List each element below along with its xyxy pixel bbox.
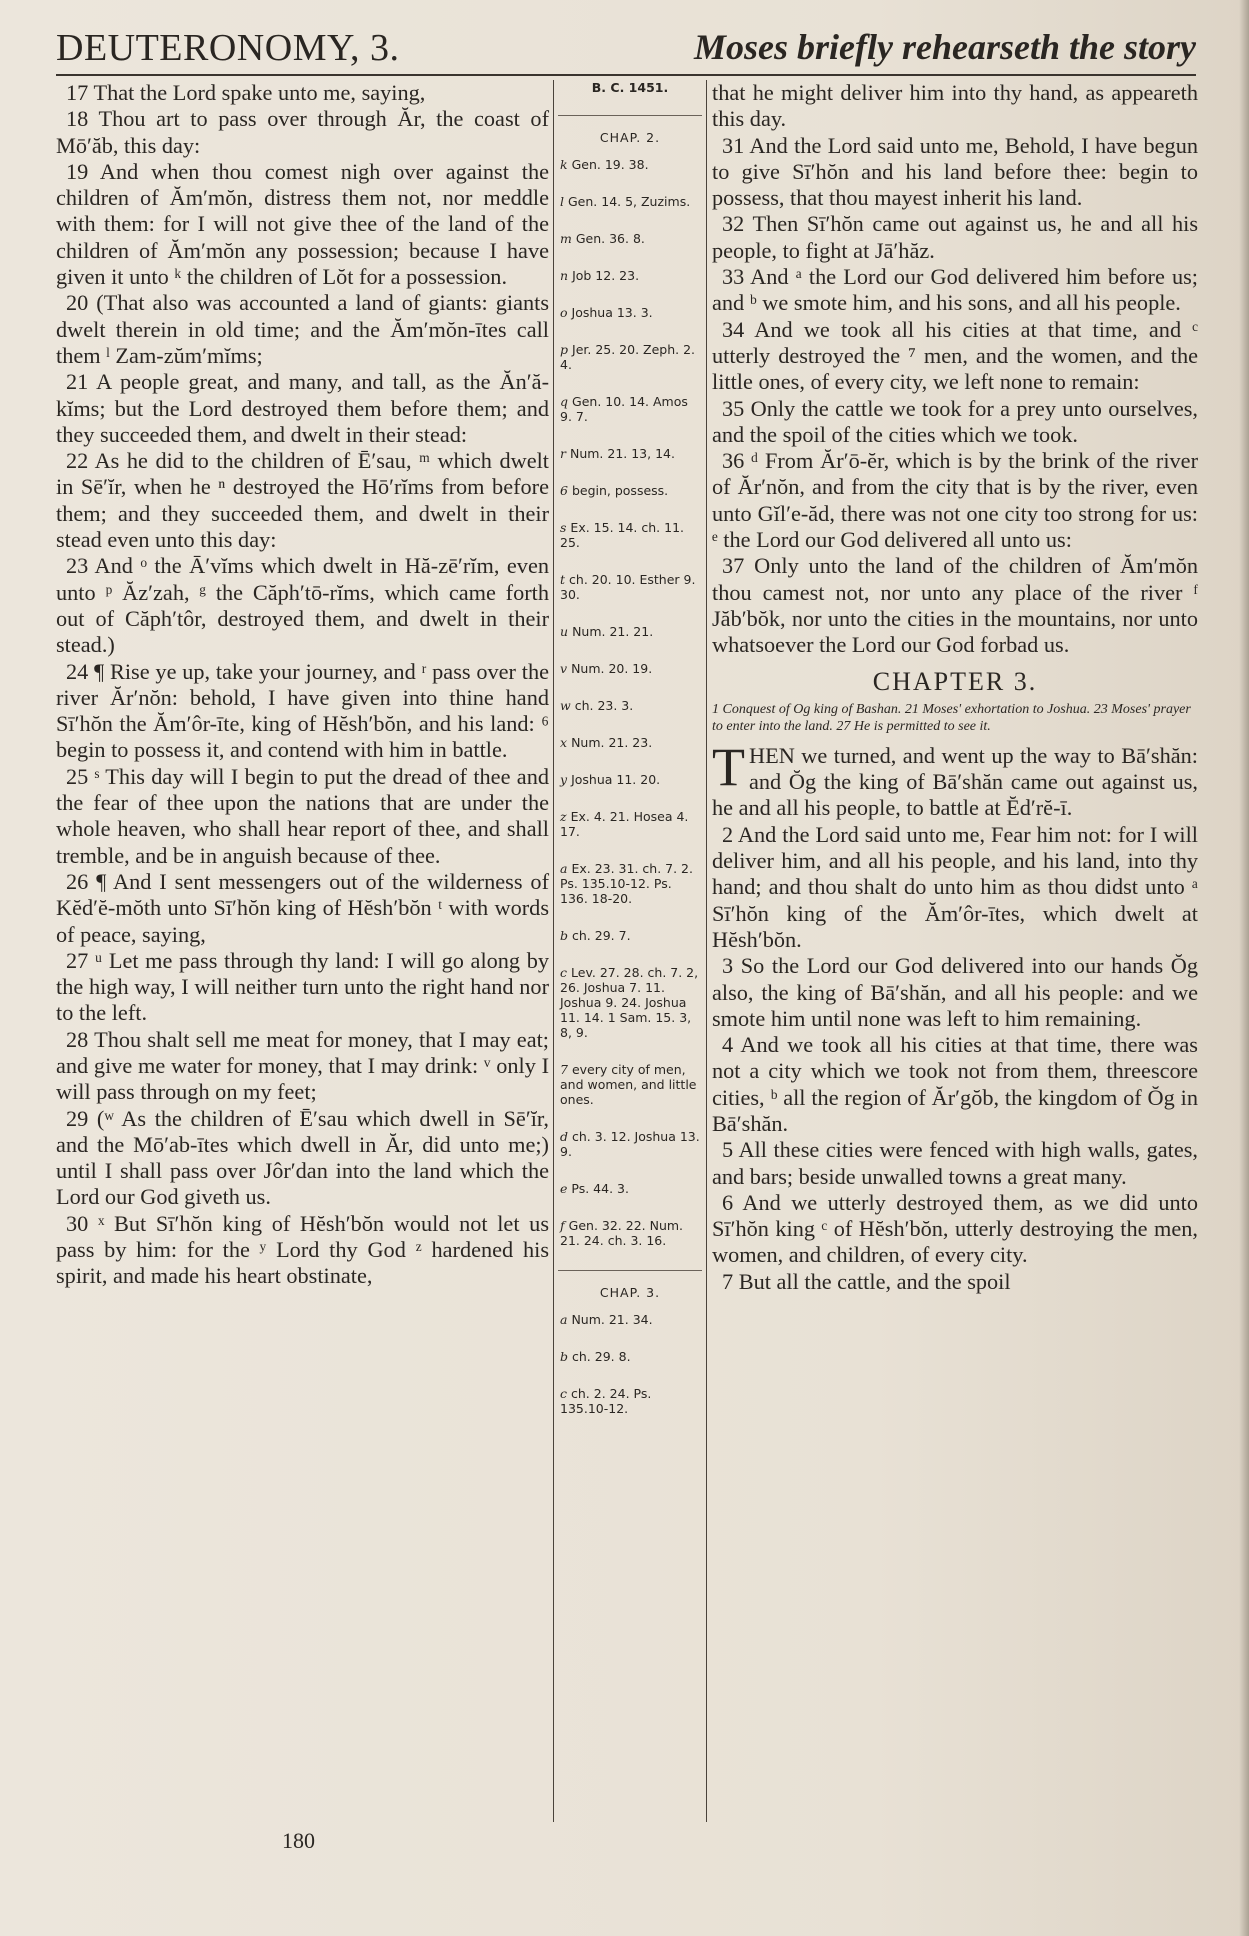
note-key: t — [560, 572, 566, 587]
verse: 28 Thou shalt sell me meat for money, that I may eat; and give me water for money, that I may drink: ᵛ only I will pass through on my feet; — [56, 1026, 549, 1105]
note-text: Job 12. 23. — [572, 268, 640, 283]
verse: 5 All these cities were fenced with high walls, gates, and bars; beside unwalled towns a great many. — [712, 1137, 1198, 1189]
note-text: ch. 29. 8. — [572, 1349, 631, 1364]
note-text: Joshua 11. 20. — [571, 772, 661, 787]
verse: 35 Only the cattle we took for a prey unto ourselves, and the spoil of the cities which we took. — [712, 395, 1198, 447]
verse: 25 ˢ This day will I begin to put the dread of thee and the fear of thee upon the nations that are under the whole heaven, who shall hear report of thee, and shall tremble, and be in anguish because of thee. — [56, 763, 549, 868]
note-key: w — [560, 698, 571, 713]
margin-note — [558, 394, 702, 424]
margin-note — [558, 1386, 702, 1416]
chapter-summary: 1 Conquest of Og king of Bashan. 21 Moses' exhortation to Joshua. 23 Moses' prayer to enter into the land. 27 He is permitted to see it. — [712, 701, 1191, 734]
margin-note — [558, 483, 702, 498]
margin-note — [558, 965, 702, 1040]
note-key: e — [560, 1181, 568, 1196]
verse: that he might deliver him into thy hand, as appeareth this day. — [712, 80, 1198, 132]
note-key: 7 — [560, 1062, 568, 1077]
note-key: u — [560, 624, 569, 639]
margin-note — [558, 1349, 702, 1364]
note-text: Num. 21. 13, 14. — [569, 446, 675, 461]
margin-note — [558, 305, 702, 320]
margin-note — [558, 624, 702, 639]
note-text: Num. 21. 34. — [571, 1312, 653, 1327]
note-key: c — [560, 1386, 568, 1401]
book-chapter-title: DEUTERONOMY, 3. — [56, 27, 400, 69]
verse: 19 And when thou comest nigh over against the children of Ăm′mŏn, distress them not, nor meddle with them: for I will not give thee of the land of the children of Ăm′mŏn any possession; because I have given it unto ᵏ the children of Lŏt for a possession. — [56, 158, 549, 290]
verse: 37 Only unto the land of the children of Ăm′mŏn thou camest not, nor unto any place of the river ᶠ Jăb′bŏk, nor unto the cities in the mountains, nor unto whatsoever the Lord our God forbad us. — [712, 553, 1198, 658]
verse: 32 Then Sī′hŏn came out against us, he and all his people, to fight at Jā′hăz. — [712, 211, 1198, 263]
note-key: l — [560, 194, 564, 209]
margin-note — [558, 231, 702, 246]
note-text: Num. 21. 23. — [571, 735, 653, 750]
margin-note — [558, 157, 702, 172]
note-text: Jer. 25. 20. Zeph. 2. 4. — [560, 342, 696, 372]
verse: 3 So the Lord our God delivered into our hands Ŏg also, the king of Bā′shăn, and all his people: and we smote him until none was left to him remaining. — [712, 953, 1198, 1031]
note-key: y — [560, 772, 568, 787]
margin-note — [558, 194, 702, 209]
note-text: Ex. 23. 31. ch. 7. 2. Ps. 135.10-12. Ps. 136. 18-20. — [560, 861, 693, 906]
verse: 21 A people great, and many, and tall, as the Ăn′ă-kĭms; but the Lord destroyed them before them; and they succeeded them, and dwelt in their stead: — [56, 369, 549, 447]
column-rule-left — [553, 80, 554, 1822]
verse: 27 ᵘ Let me pass through thy land: I will go along by the high way, I will neither turn unto the right hand nor to the left. — [56, 947, 549, 1026]
verse: 20 (That also was accounted a land of giants: giants dwelt therein in old time; and the Ăm′mŏn-ītes call them ˡ Zam-zŭm′mĭms; — [56, 290, 549, 368]
verse: 36 ᵈ From Ăr′ō-ĕr, which is by the brink of the river of Ăr′nŏn, and from the city that is by the river, even unto Gĭl′e-ăd, there was not one city too strong for us: ᵉ the Lord our God delivered all unto us: — [712, 448, 1198, 553]
verse: 29 (ʷ As the children of Ē′sau which dwell in Sē′ĭr, and the Mō′ab-ītes which dwell in Ăr, did unto me;) until I shall pass over Jôr′dan into the land which the Lord our God giveth us. — [56, 1105, 549, 1210]
note-key: m — [560, 231, 572, 246]
note-text: ch. 3. 12. Joshua 13. 9. — [560, 1129, 700, 1159]
note-key: b — [560, 928, 569, 943]
date-note: B. C. 1451. — [591, 80, 669, 95]
cross-reference-margin — [558, 80, 702, 1438]
margin-note — [558, 698, 702, 713]
note-text: Gen. 14. 5, Zuzims. — [568, 194, 691, 209]
verse: 4 And we took all his cities at that time, there was not a city which we took not from them, threescore cities, ᵇ all the region of Ăr′gŏb, the kingdom of Ŏg in Bā′shăn. — [712, 1032, 1198, 1136]
column-rule-right — [706, 80, 707, 1822]
verse: THEN we turned, and went up the way to Bā′shăn: and Ŏg the king of Bā′shăn came out against us, he and all his people, to battle at Ĕd′rĕ-ī. — [712, 736, 1198, 821]
note-key: v — [560, 661, 568, 676]
verse: 30 ˣ But Sī′hŏn king of Hĕsh′bŏn would not let us pass by him: for the ʸ Lord thy God ᶻ hardened his spirit, and made his heart obstinate, — [56, 1210, 549, 1289]
margin-note — [558, 1062, 702, 1107]
note-key: b — [560, 1349, 569, 1364]
note-key: x — [560, 735, 568, 750]
note-key: f — [560, 1218, 565, 1233]
page-edge-shadow — [1239, 0, 1249, 1936]
margin-note — [558, 1312, 702, 1327]
note-key: d — [560, 1129, 569, 1144]
note-key: p — [560, 342, 569, 357]
margin-note — [558, 928, 702, 943]
note-text: ch. 29. 7. — [572, 928, 631, 943]
verse: 31 And the Lord said unto me, Behold, I have begun to give Sī′hŏn and his land before thee: begin to possess, that thou mayest inherit his land. — [712, 132, 1198, 211]
verse: 18 Thou art to pass over through Ăr, the coast of Mō′ăb, this day: — [56, 106, 549, 158]
margin-note — [558, 572, 702, 602]
note-text: Gen. 36. 8. — [575, 231, 645, 246]
margin-note — [558, 1181, 702, 1196]
note-text: Gen. 32. 22. Num. 21. 24. ch. 3. 16. — [560, 1218, 684, 1248]
verse: 22 As he did to the children of Ē′sau, ᵐ which dwelt in Sē′ĭr, when he ⁿ destroyed the Hō′rĭms from before them; and they succeeded them, and dwelt in their stead even unto this day: — [56, 448, 549, 553]
margin-note — [558, 661, 702, 676]
verse: 7 But all the cattle, and the spoil — [722, 1268, 1011, 1294]
note-text: ch. 2. 24. Ps. 135.10-12. — [560, 1386, 652, 1416]
left-text-column — [56, 80, 549, 1290]
note-key: a — [560, 1312, 568, 1327]
margin-note — [558, 1129, 702, 1159]
page-number: 180 — [282, 1828, 315, 1853]
verse: 24 ¶ Rise ye up, take your journey, and ʳ pass over the river Ăr′nŏn: behold, I have given into thine hand Sī′hŏn the Ăm′ôr-īte, king of Hĕsh′bŏn, and his land: ⁶ begin to possess it, and contend with him in battle. — [56, 658, 549, 763]
margin-note — [558, 342, 702, 372]
note-key: n — [560, 268, 569, 283]
margin-note — [558, 735, 702, 750]
note-text: ch. 20. 10. Esther 9. 30. — [560, 572, 696, 602]
verse: 2 And the Lord said unto me, Fear him not: for I will deliver him, and all his people, and his land, into thy hand; and thou shalt do unto him as thou didst unto ᵃ Sī′hŏn king of the Ăm′ôr-ītes, which dwelt at Hĕsh′bŏn. — [712, 821, 1198, 952]
verse: 23 And ᵒ the Ā′vĭms which dwelt in Hă-zē′rĭm, even unto ᵖ Ăz′zah, ᵍ the Căph′tō-rĭms, which came forth out of Căph′tôr, destroyed them, and dwelt in their stead.) — [56, 553, 549, 658]
margin-note — [558, 861, 702, 906]
note-key: q — [560, 394, 569, 409]
note-key: o — [560, 305, 568, 320]
verse: 26 ¶ And I sent messengers out of the wilderness of Kĕd′ĕ-mŏth unto Sī′hŏn king of Hĕsh′bŏn ᵗ with words of peace, saying, — [56, 868, 549, 947]
page-topic-heading: Moses briefly rehearseth the story — [694, 27, 1196, 67]
margin-chapter-label: CHAP. 3. — [558, 1270, 702, 1300]
margin-note — [558, 1218, 702, 1248]
note-text: Joshua 13. 3. — [571, 305, 653, 320]
note-key: r — [560, 446, 566, 461]
note-text: Num. 20. 19. — [571, 661, 653, 676]
margin-note — [558, 446, 702, 461]
note-text: Gen. 10. 14. Amos 9. 7. — [560, 394, 688, 424]
note-text: Ex. 15. 14. ch. 11. 25. — [560, 520, 684, 550]
note-text: Num. 21. 21. — [572, 624, 654, 639]
note-key: 6 — [560, 483, 568, 498]
chapter-heading: CHAPTER 3. — [872, 666, 1038, 696]
note-text: Gen. 19. 38. — [571, 157, 649, 172]
note-text: Ex. 4. 21. Hosea 4. 17. — [560, 809, 689, 839]
note-text: ch. 23. 3. — [574, 698, 634, 713]
note-key: s — [560, 520, 567, 535]
verse: 33 And ᵃ the Lord our God delivered him before us; and ᵇ we smote him, and his sons, and all his people. — [712, 264, 1198, 316]
right-text-column — [712, 80, 1198, 1295]
margin-chapter-label: CHAP. 2. — [558, 115, 702, 145]
margin-note — [558, 772, 702, 787]
verse: 6 And we utterly destroyed them, as we did unto Sī′hŏn king ᶜ of Hĕsh′bŏn, utterly destroying the men, women, and children, of every city. — [712, 1189, 1198, 1268]
running-header — [56, 22, 1196, 76]
verse: 17 That the Lord spake unto me, saying, — [66, 80, 426, 105]
margin-note — [558, 268, 702, 283]
note-key: z — [560, 809, 567, 824]
note-key: a — [560, 861, 568, 876]
margin-note — [558, 809, 702, 839]
note-text: Lev. 27. 28. ch. 7. 2, 26. Joshua 7. 11. Joshua 9. 24. Joshua 11. 14. 1 Sam. 15. 3, 8, 9. — [560, 965, 699, 1040]
note-key: c — [560, 965, 568, 980]
note-text: every city of men, and women, and little ones. — [560, 1062, 697, 1107]
note-text: begin, possess. — [571, 483, 669, 498]
note-key: k — [560, 157, 568, 172]
verse: 34 And we took all his cities at that time, and ᶜ utterly destroyed the ⁷ men, and the women, and the little ones, of every city, we left none to remain: — [712, 316, 1198, 395]
note-text: Ps. 44. 3. — [571, 1181, 629, 1196]
margin-note — [558, 520, 702, 550]
